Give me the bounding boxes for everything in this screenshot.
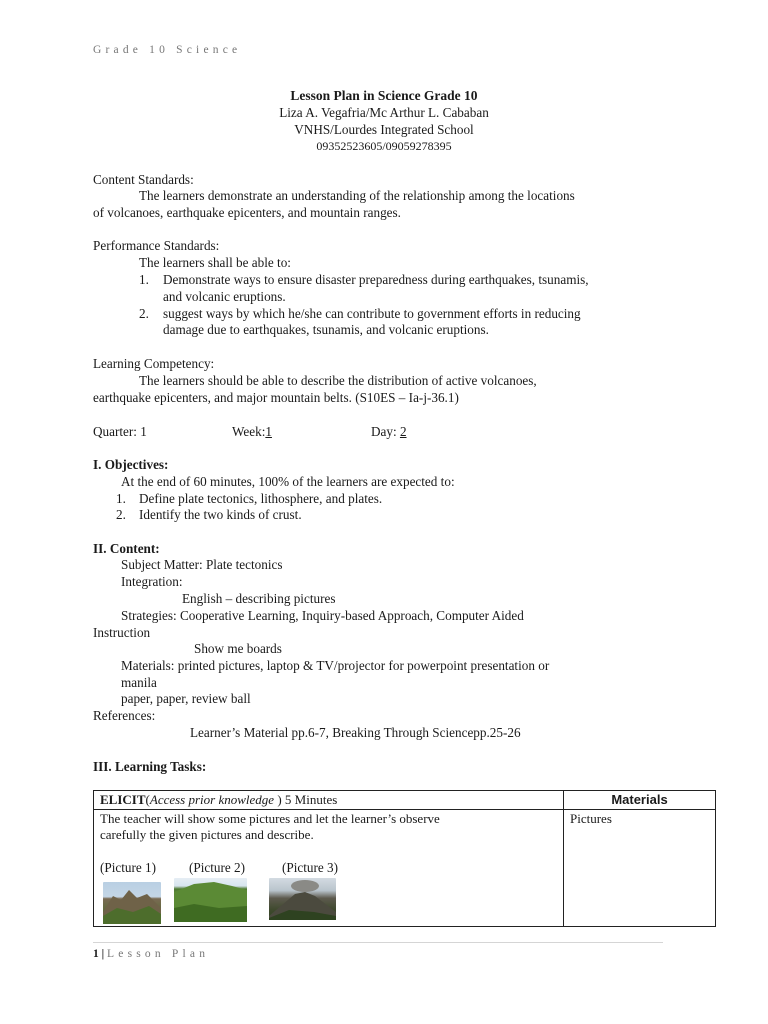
volcano-picture-3 [269, 878, 336, 920]
elicit-text: The teacher will show some pictures and let the learner’s observe [100, 811, 440, 826]
school-name: VNHS/Lourdes Integrated School [294, 122, 474, 137]
mountain-picture-2 [174, 878, 247, 922]
materials-header: Materials [564, 791, 716, 810]
footer-divider [93, 942, 663, 943]
integration-detail: English – describing pictures [182, 591, 336, 606]
strategies-line: Show me boards [194, 641, 282, 656]
list-number: 2. [116, 507, 126, 522]
content-standards-line: of volcanoes, earthquake epicenters, and mountain ranges. [93, 205, 401, 220]
week-field [232, 424, 272, 440]
list-number: 1. [139, 272, 149, 287]
list-number: 2. [139, 306, 149, 321]
objectives-heading: I. Objectives: [93, 457, 169, 472]
performance-standards-heading: Performance Standards: [93, 238, 220, 253]
week-label: Week: [232, 424, 266, 439]
day-label: Day: [371, 424, 400, 439]
document-title: Lesson Plan in Science Grade 10 [290, 88, 478, 103]
performance-item: Demonstrate ways to ensure disaster preparedness during earthquakes, tsunamis, [163, 272, 589, 287]
authors: Liza A. Vegafria/Mc Arthur L. Cababan [279, 105, 489, 120]
strategies-line: Instruction [93, 625, 151, 640]
elicit-header-cell [94, 791, 564, 810]
learning-competency-line: The learners should be able to describe the distribution of active volcanoes, [139, 373, 537, 388]
references-detail: Learner’s Material pp.6-7, Breaking Through Sciencepp.25-26 [190, 725, 521, 740]
performance-standards-intro: The learners shall be able to: [139, 255, 291, 270]
day-field [371, 424, 407, 440]
materials-line: manila [121, 675, 157, 690]
performance-item: damage due to earthquakes, tsunamis, and volcanic eruptions. [163, 322, 489, 337]
table-row [94, 791, 716, 810]
running-header: Grade 10 Science [93, 44, 242, 56]
performance-item: and volcanic eruptions. [163, 289, 286, 304]
quarter-label: Quarter: 1 [93, 424, 147, 439]
elicit-title: ELICIT [100, 792, 146, 807]
references-label: References: [93, 708, 156, 723]
learning-competency-line: earthquake epicenters, and major mountain belts. (S10ES – Ia-j-36.1) [93, 390, 459, 405]
picture-2-label: (Picture 2) [189, 860, 246, 875]
elicit-duration: ) 5 Minutes [277, 792, 338, 807]
materials-line: Materials: printed pictures, laptop & TV/projector for powerpoint presentation or [121, 658, 550, 673]
learning-competency-heading: Learning Competency: [93, 356, 215, 371]
learning-tasks-heading: III. Learning Tasks: [93, 759, 207, 774]
picture-3-label: (Picture 3) [282, 860, 339, 875]
content-standards-line: The learners demonstrate an understanding of the relationship among the locations [139, 188, 575, 203]
content-standards-heading: Content Standards: [93, 172, 194, 187]
materials-line: paper, paper, review ball [121, 691, 251, 706]
objective-item: Define plate tectonics, lithosphere, and plates. [139, 491, 383, 506]
open-paren: ( [145, 792, 150, 807]
week-value: 1 [265, 424, 272, 439]
day-value: 2 [399, 424, 407, 439]
subject-matter: Subject Matter: Plate tectonics [121, 557, 283, 572]
content-heading: II. Content: [93, 541, 160, 556]
materials-cell: Pictures [564, 810, 716, 927]
objective-item: Identify the two kinds of crust. [139, 507, 302, 522]
mountain-picture-1 [103, 882, 161, 924]
footer-label: Lesson Plan [107, 948, 210, 960]
elicit-text: carefully the given pictures and describe. [100, 827, 314, 842]
footer-separator: | [98, 948, 108, 960]
objectives-intro: At the end of 60 minutes, 100% of the learners are expected to: [121, 474, 455, 489]
integration-label: Integration: [121, 574, 183, 589]
phone-numbers: 09352523605/09059278395 [316, 139, 452, 153]
picture-1-label: (Picture 1) [100, 860, 157, 875]
page-footer [93, 948, 209, 960]
strategies-line: Strategies: Cooperative Learning, Inquiry-based Approach, Computer Aided [121, 608, 524, 623]
performance-item: suggest ways by which he/she can contribute to government efforts in reducing [163, 306, 581, 321]
list-number: 1. [116, 491, 126, 506]
page-number: 1 [93, 948, 99, 960]
elicit-subtitle: Access prior knowledge [149, 792, 278, 807]
